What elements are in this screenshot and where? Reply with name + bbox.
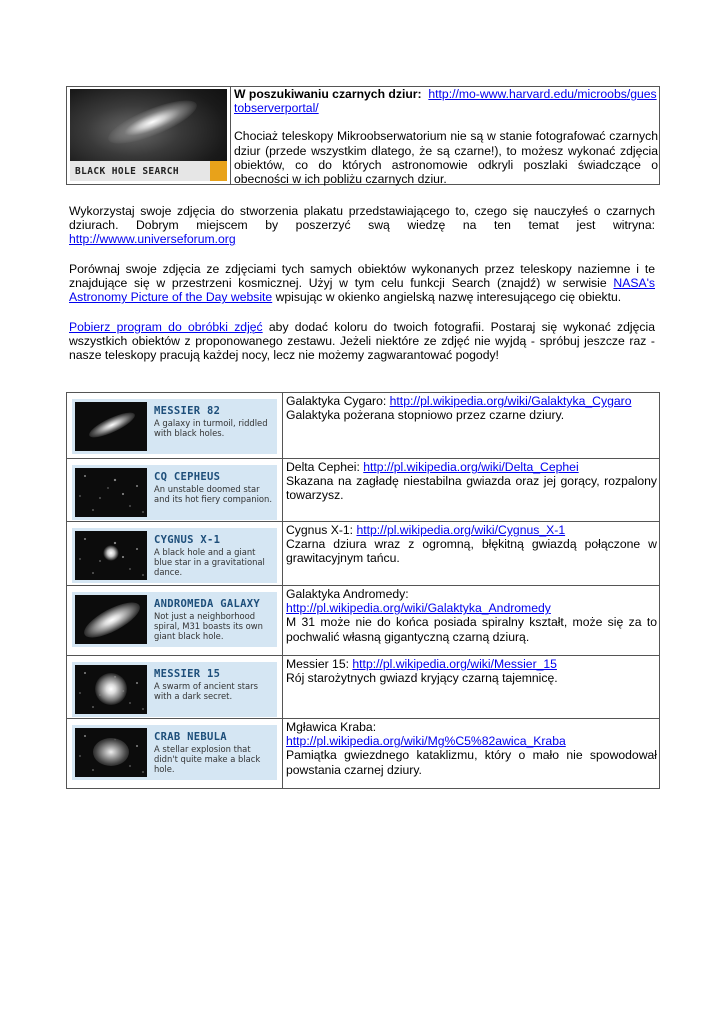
paragraph-download-text: aby dodać koloru do twoich fotografii. Postaraj się wykonać zdjęcia wszystkich obiektów z proponowanego zestawu. Jeżeli niektóre ze zdjęć nie wyjdą - spróbuj jeszcze raz - nasze teleskopy pracują każdej nocy, lecz nie możemy zagwarantować pogody! (69, 320, 655, 363)
object-text-cell (286, 394, 657, 422)
object-card-title: CQ CEPHEUS (154, 471, 221, 483)
object-desc: Skazana na zagładę niestabilna gwiazda oraz jej gorący, rozpalony towarzysz. (286, 474, 657, 503)
object-name: Delta Cephei: (286, 460, 364, 474)
paragraph-compare (69, 262, 655, 305)
table-row (67, 393, 659, 459)
object-card-cell (67, 522, 283, 585)
object-card-title: CRAB NEBULA (154, 731, 227, 743)
object-link[interactable]: http://pl.wikipedia.org/wiki/Mg%C5%82awica_Kraba (286, 734, 566, 749)
object-card-title: ANDROMEDA GALAXY (154, 598, 260, 610)
paragraph-download (69, 320, 655, 363)
intro-heading: W poszukiwaniu czarnych dziur: (234, 87, 422, 101)
intro-table (66, 86, 660, 185)
object-card-title: MESSIER 82 (154, 405, 221, 417)
object-thumbnail (75, 468, 147, 517)
object-text-cell (286, 460, 657, 503)
banner-label: BLACK HOLE SEARCH (75, 166, 180, 177)
object-desc: Pamiątka gwiezdnego kataklizmu, który o mało nie spowodował powstania czarnej dziury. (286, 748, 657, 777)
object-card-cell (67, 393, 283, 458)
object-thumbnail (75, 728, 147, 777)
object-card-title: CYGNUS X-1 (154, 534, 221, 546)
object-card-desc: A stellar explosion that didn't quite make a black hole. (154, 744, 261, 774)
object-card-title: MESSIER 15 (154, 668, 221, 680)
object-link[interactable]: http://pl.wikipedia.org/wiki/Messier_15 (352, 657, 557, 671)
black-hole-search-banner (70, 89, 227, 181)
object-link[interactable]: http://pl.wikipedia.org/wiki/Cygnus_X-1 (356, 523, 566, 537)
intro-heading-link[interactable]: http://mo-www.harvard.edu/microobs/guestobserverportal/ (234, 87, 657, 116)
object-link[interactable]: http://pl.wikipedia.org/wiki/Galaktyka_Andromedy (286, 601, 551, 616)
object-name: Galaktyka Cygaro: (286, 394, 390, 408)
paragraph-compare-text-a: Porównaj swoje zdjęcia ze zdjęciami tych samych obiektów wykonanych przez teleskopy naziemne i te znajdujące się w przestrzeni kosmicznej. Użyj w tym celu funkcji Search (znajdź) w serwisie (69, 262, 655, 291)
object-card-cell (67, 719, 283, 788)
object-thumbnail (75, 665, 147, 714)
object-desc: Czarna dziura wraz z ogromną, błękitną gwiazdą połączone w grawitacyjnym tańcu. (286, 537, 657, 566)
object-desc: M 31 może nie do końca posiada spiralny kształt, może się za to pochwalić własną gigantyczną czarną dziurą. (286, 615, 657, 644)
object-thumbnail (75, 531, 147, 580)
object-card-desc: A galaxy in turmoil, riddled with black holes. (154, 418, 268, 438)
object-card (72, 725, 277, 780)
object-text-cell (286, 720, 657, 777)
object-card-cell (67, 656, 283, 718)
object-link[interactable]: http://pl.wikipedia.org/wiki/Galaktyka_Cygaro (389, 394, 632, 408)
paragraph-poster-text: Wykorzystaj swoje zdjęcia do stworzenia plakatu przedstawiającego to, czego się nauczyłeś o czarnych dziurach. Dobrym miejscem by poszerzyć swą wiedzę na ten temat jest witryna: (69, 204, 655, 233)
object-link[interactable]: http://pl.wikipedia.org/wiki/Delta_Cephei (363, 460, 579, 474)
object-thumbnail (75, 402, 147, 451)
object-card-desc: A black hole and a giant blue star in a gravitational dance. (154, 547, 265, 577)
object-card-desc: An unstable doomed star and its hot fiery companion. (154, 484, 272, 504)
intro-text-cell (234, 87, 658, 186)
object-card (72, 465, 277, 520)
object-card (72, 592, 277, 647)
object-card (72, 662, 277, 717)
intro-heading-line (234, 87, 658, 115)
object-card-cell (67, 586, 283, 655)
banner-label-bar (70, 161, 210, 181)
table-row (67, 656, 659, 719)
banner-accent (210, 161, 227, 181)
object-desc: Rój starożytnych gwiazd kryjący czarną tajemnicę. (286, 671, 558, 686)
download-software-link[interactable]: Pobierz program do obróbki zdjęć (69, 320, 263, 334)
table-row (67, 586, 659, 656)
apod-link[interactable]: NASA's Astronomy Picture of the Day website (69, 276, 655, 305)
object-card (72, 399, 277, 454)
paragraph-compare-text-b: wpisując w okienko angielską nazwę interesującego cię obiektu. (272, 290, 622, 305)
intro-body: Chociaż teleskopy Mikroobserwatorium nie są w stanie fotografować czarnych dziur (przede wszystkim dlatego, że są czarne!), to możesz wykonać zdjęcia obiektów, co do których astronomowie odkryli poszlaki świadczące o obecności w ich pobliżu czarnych dziur. (234, 129, 658, 187)
object-card-cell (67, 459, 283, 521)
objects-table (66, 392, 660, 789)
object-card-desc: Not just a neighborhood spiral, M31 boasts its own giant black hole. (154, 611, 263, 641)
paragraph-poster (69, 204, 655, 247)
object-text-cell (286, 657, 657, 685)
object-name: Mgławica Kraba: (286, 720, 377, 734)
object-card-desc: A swarm of ancient stars with a dark secret. (154, 681, 258, 701)
universeforum-link[interactable]: http://wwww.universeforum.org (69, 232, 236, 247)
table-row (67, 719, 659, 788)
table-row (67, 459, 659, 522)
object-name: Galaktyka Andromedy: (286, 587, 409, 601)
table-row (67, 522, 659, 586)
object-thumbnail (75, 595, 147, 644)
object-desc: Galaktyka pożerana stopniowo przez czarne dziury. (286, 408, 565, 423)
object-text-cell (286, 523, 657, 566)
object-card (72, 528, 277, 583)
galaxy-image (104, 92, 202, 152)
object-text-cell (286, 587, 657, 644)
intro-image-cell (67, 87, 231, 184)
object-name: Cygnus X-1: (286, 523, 357, 537)
object-name: Messier 15: (286, 657, 353, 671)
